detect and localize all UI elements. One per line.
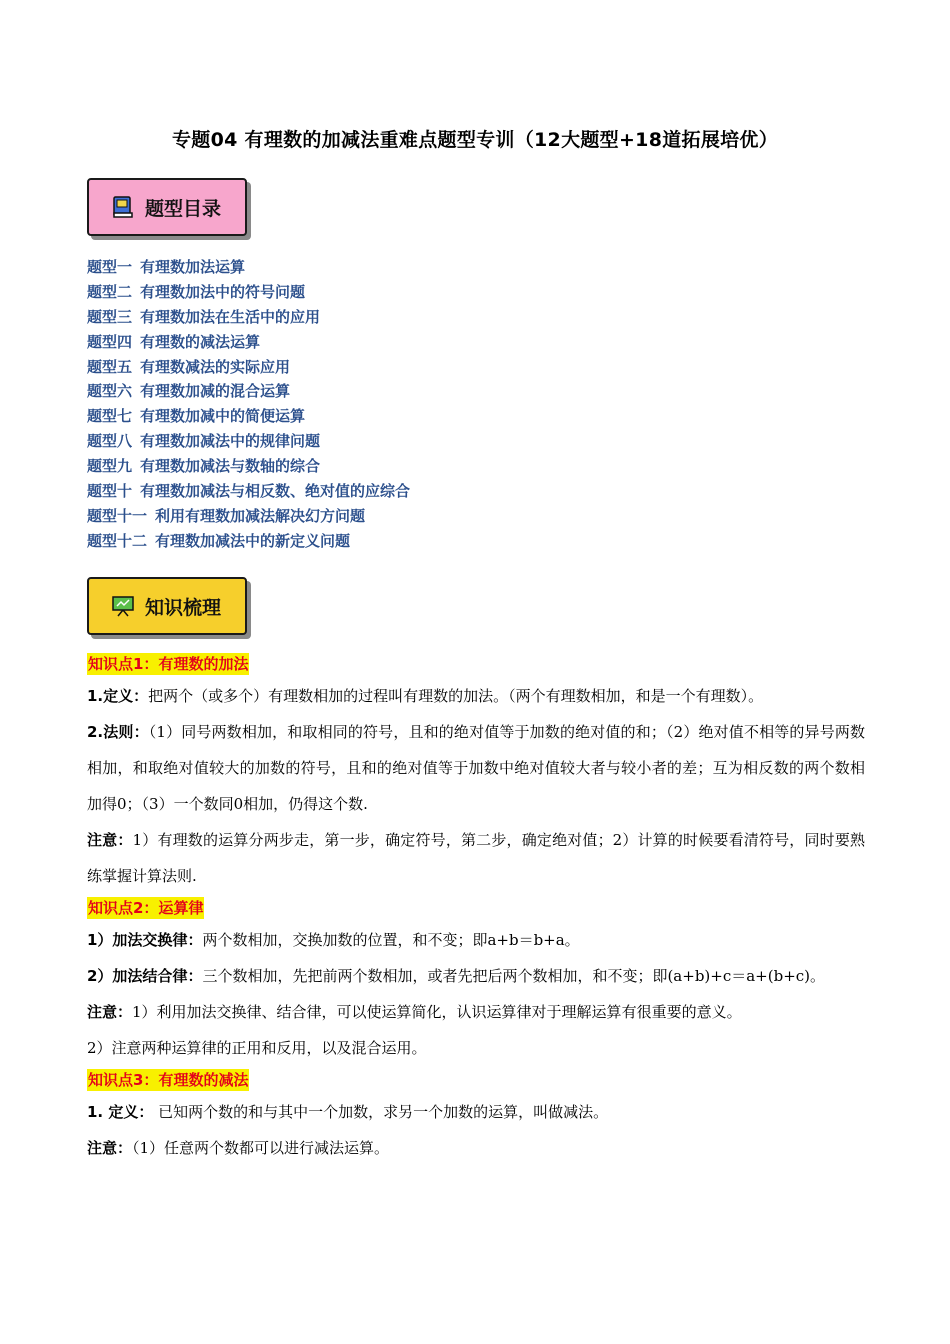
presentation-board-icon bbox=[111, 594, 135, 618]
toc-item[interactable]: 题型三 有理数加法在生活中的应用 bbox=[87, 307, 321, 326]
toc-item[interactable]: 题型九 有理数加减法与数轴的综合 bbox=[87, 457, 321, 476]
toc-item[interactable]: 题型六 有理数加减的混合运算 bbox=[87, 382, 291, 401]
kp1-heading: 知识点1：有理数的加法 bbox=[88, 655, 249, 673]
toc-item[interactable]: 题型十二 有理数加减法中的新定义问题 bbox=[87, 531, 351, 550]
toc-item[interactable]: 题型七 有理数加减中的简便运算 bbox=[87, 407, 306, 426]
kp3-definition: 1. 定义： 已知两个数的和与其中一个加数，求另一个加数的运算，叫做减法。 bbox=[87, 1103, 609, 1121]
toc-banner bbox=[87, 178, 247, 236]
toc-item[interactable]: 题型一 有理数加法运算 bbox=[87, 258, 246, 276]
kp3-note: 注意：（1）任意两个数都可以进行减法运算。 bbox=[87, 1139, 390, 1157]
toc-item[interactable]: 题型八 有理数加减法中的规律问题 bbox=[87, 432, 321, 451]
toc-item[interactable]: 题型二 有理数加法中的符号问题 bbox=[87, 282, 306, 301]
kp1-rule: 2.法则：（1）同号两数相加，和取相同的符号，且和的绝对值等于加数的绝对值的和；（2）绝对值不相等的异号两数相加，和取绝对值较大的加数的符号，且和的绝对值等于加数中绝对值较大者与较小者的差；互为相反数的两个数相加得0；（3）一个数同0相加，仍得这个数. bbox=[87, 723, 865, 813]
knowledge-banner-label: 知识梳理 bbox=[145, 596, 222, 619]
kp2-associative: 2）加法结合律：三个数相加，先把前两个数相加，或者先把后两个数相加，和不变；即(a+b)+c＝a+(b+c)。 bbox=[87, 967, 826, 985]
kp2-commutative: 1）加法交换律：两个数相加，交换加数的位置，和不变；即a+b＝b+a。 bbox=[87, 931, 580, 949]
toc-item[interactable]: 题型十一 利用有理数加减法解决幻方问题 bbox=[87, 506, 366, 525]
toc-item[interactable]: 题型四 有理数的减法运算 bbox=[87, 332, 261, 351]
kp1-definition: 1.定义：把两个（或多个）有理数相加的过程叫有理数的加法。（两个有理数相加，和是一个有理数）。 bbox=[87, 687, 764, 705]
toc-item[interactable]: 题型十 有理数加减法与相反数、绝对值的应综合 bbox=[87, 482, 411, 501]
kp1-note: 注意：1）有理数的运算分两步走，第一步，确定符号，第二步，确定绝对值；2）计算的时候要看清符号，同时要熟练掌握计算法则. bbox=[87, 831, 865, 885]
page-title: 专题04 有理数的加减法重难点题型专训（12大题型+18道拓展培优） bbox=[171, 129, 779, 151]
knowledge-banner bbox=[87, 577, 247, 635]
kp2-note: 注意：1）利用加法交换律、结合律，可以使运算简化，认识运算律对于理解运算有很重要的意义。 bbox=[87, 1003, 742, 1021]
knowledge-content bbox=[87, 650, 865, 1166]
kp2-heading: 知识点2：运算律 bbox=[88, 899, 204, 917]
toc-list bbox=[87, 255, 410, 554]
kp3-heading: 知识点3：有理数的减法 bbox=[88, 1071, 249, 1089]
toc-banner-label: 题型目录 bbox=[145, 197, 222, 220]
kp2-note-2: 2）注意两种运算律的正用和反用，以及混合运用。 bbox=[87, 1039, 427, 1057]
toc-item[interactable]: 题型五 有理数减法的实际应用 bbox=[87, 357, 291, 376]
book-icon bbox=[111, 195, 135, 219]
